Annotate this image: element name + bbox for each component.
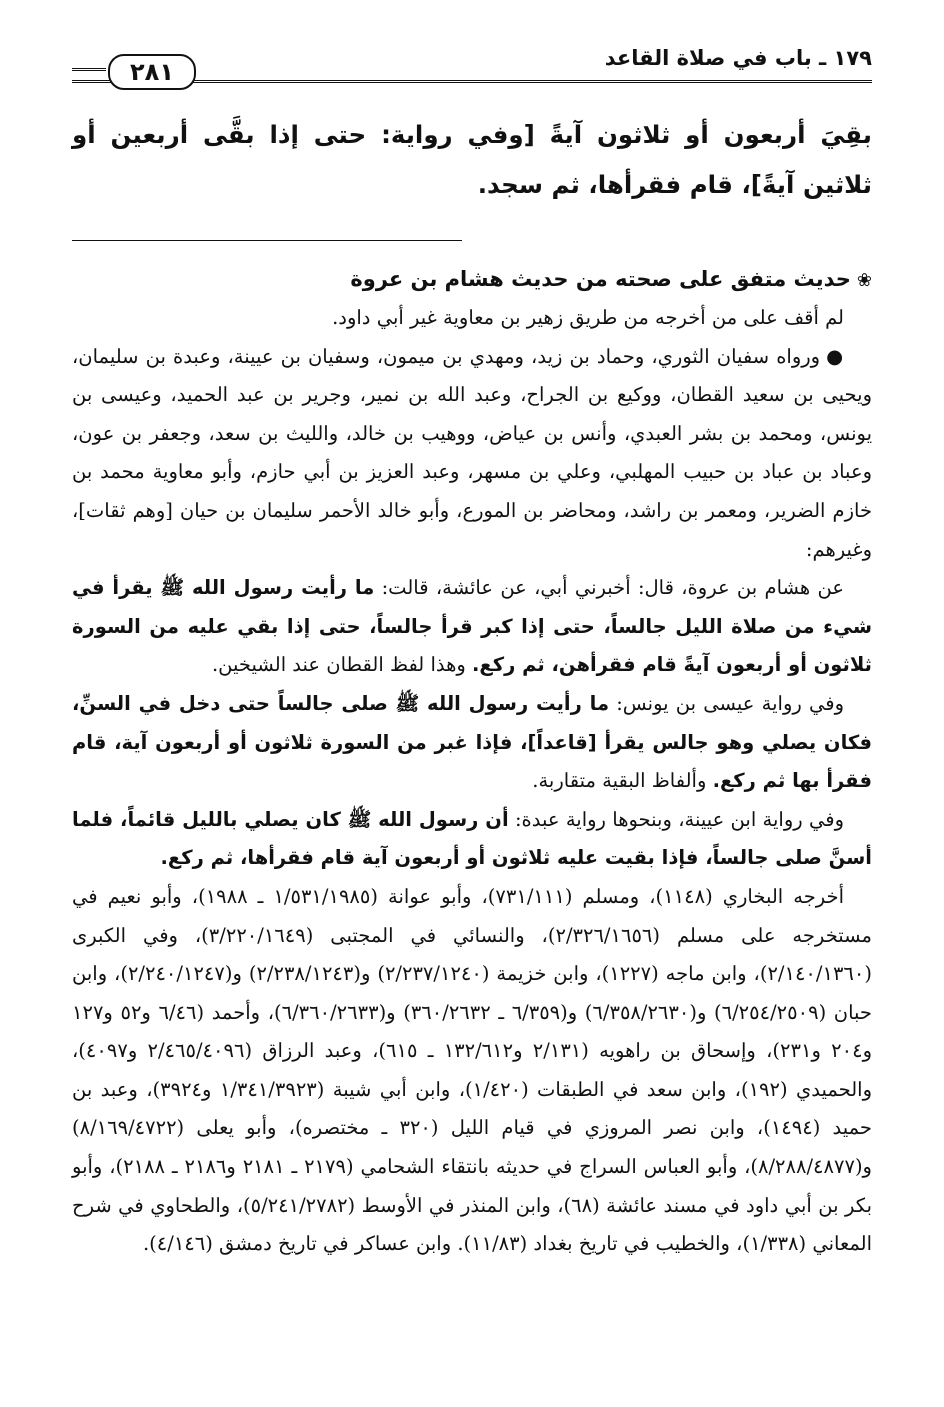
- page: [72, 40, 872, 1387]
- page-header: [72, 40, 872, 98]
- ornament-icon: ❀: [856, 270, 872, 291]
- commentary-heading-text: حديث متفق على صحته من حديث هشام بن عروة: [350, 267, 851, 291]
- hadith-quote: ما رأيت رسول الله ﷺ يقرأ في شيء من صلاة الليل جالساً، حتى إذا كبر قرأ جالساً، حتى إذا بقي عليه من السورة ثلاثون أو أربعون آيةً قام فقرأهن، ثم ركع.: [72, 576, 872, 677]
- takhrij-paragraph: أخرجه البخاري (١١٤٨)، ومسلم (٧٣١/١١١)، وأبو عوانة (١/٥٣١/١٩٨٥ ـ ١٩٨٨)، وأبو نعيم في مستخرجه على مسلم (٢/٣٢٦/١٦٥٦)، والنسائي في المجتبى (٣/٢٢٠/١٦٤٩)، وفي الكبرى (٢/١٤٠/١٣٦٠)، وابن ماجه (١٢٢٧)، وابن خزيمة (٢/٢٣٧/١٢٤٠) و(٢/٢٣٨/١٢٤٣) و(٢/٢٤٠/١٢٤٧)، وابن حبان (٦/٢٥٤/٢٥٠٩) و(٦/٣٥٨/٢٦٣٠) و(٦/٣٥٩ ـ ٣٦٠/٢٦٣٢) و(٦/٣٦٠/٢٦٣٣)، وأحمد (٦/٤٦ و٥٢ و١٢٧ و٢٠٤ و٢٣١)، وإسحاق بن راهويه (٢/١٣١ و١٣٢/٦١٢ ـ ٦١٥)، وعبد الرزاق (٢/٤٦٥/٤٠٩٦ و٤٠٩٧)، والحميدي (١٩٢)، وابن سعد في الطبقات (١/٤٢٠)، وابن أبي شيبة (١/٣٤١/٣٩٢٣ و٣٩٢٤)، وعبد بن حميد (١٤٩٤)، وابن نصر المروزي في قيام الليل (٣٢٠ ـ مختصره)، وأبو يعلى (٨/١٦٩/٤٧٢٢) و(٨/٢٨٨/٤٨٧٧)، وأبو العباس السراج في حديثه بانتقاء الشحامي (٢١٧٩ ـ ٢١٨١ و٢١٨٦ ـ ٢١٨٨)، وأبو بكر بن أبي داود في مسند عائشة (٦٨)، وابن المنذر في الأوسط (٥/٢٤١/٢٧٨٢)، والطحاوي في شرح المعاني (١/٣٣٨)، والخطيب في تاريخ بغداد (١١/٨٣). وابن عساكر في تاريخ دمشق (٤/١٤٦).: [72, 884, 873, 1256]
- hadith-quote: ما رأيت رسول الله ﷺ صلى جالساً حتى دخل في السنِّ، فكان يصلي وهو جالس يقرأ [قاعداً]، فإذا غبر من السورة ثلاثون أو أربعون آية، قام فقرأ بها ثم ركع.: [72, 691, 872, 793]
- commentary-heading: [72, 261, 872, 299]
- isnad-text: وفي رواية ابن عيينة، وبنحوها رواية عبدة:: [508, 807, 844, 831]
- bullet-icon: ●: [826, 344, 845, 368]
- commentary: [72, 261, 872, 1264]
- footnote-divider: [72, 240, 462, 241]
- commentary-paragraph-3: [72, 569, 872, 685]
- commentary-paragraph-1: لم أقف على من أخرجه من طريق زهير بن معاوية غير أبي داود.: [332, 306, 844, 329]
- chapter-title: ١٧٩ ـ باب في صلاة القاعد: [597, 46, 872, 70]
- hadith-quote: أن رسول الله ﷺ كان يصلي بالليل قائماً، فلما أسنَّ صلى جالساً، فإذا بقيت عليه ثلاثون أو أربعون آية قام فقرأها، ثم ركع.: [72, 807, 872, 870]
- commentary-paragraph-5: [72, 801, 872, 878]
- note-text: وهذا لفظ القطان عند الشيخين.: [211, 653, 473, 677]
- isnad-text: عن هشام بن عروة، قال: أخبرني أبي، عن عائشة، قالت:: [374, 576, 844, 600]
- commentary-paragraph-2: [72, 338, 872, 570]
- hadith-text: بقِيَ أربعون أو ثلاثون آيةً [وفي رواية: حتى إذا بقَّى أربعين أو ثلاثين آيةً]، قام فقرأها، ثم سجد.: [72, 120, 872, 199]
- narrators-list: ورواه سفيان الثوري، وحماد بن زيد، ومهدي بن ميمون، وسفيان بن عيينة، وعبدة بن سليمان، ويحيى بن سعيد القطان، ووكيع بن الجراح، وعبد الله بن نمير، وجرير بن عبد الحميد، وعيسى بن يونس، ومحمد بن بشر العبدي، وأنس بن عياض، ووهيب بن خالد، والليث بن سعد، وجعفر بن عون، وعباد بن عباد بن حبيب المهلبي، وعلي بن مسهر، وعبد العزيز بن أبي حازم، وأبو معاوية محمد بن خازم الضرير، ومعمر بن راشد، ومحاضر بن المورع، وأبو خالد الأحمر سليمان بن حيان [وهم ثقات]، وغيرهم:: [72, 344, 872, 561]
- badge-rule: [72, 68, 106, 71]
- note-text: وألفاظ البقية متقاربة.: [532, 769, 713, 793]
- commentary-paragraph-4: [72, 685, 872, 801]
- page-number: ٢٨١: [108, 54, 196, 90]
- page-number-badge: [72, 54, 222, 88]
- isnad-text: وفي رواية عيسى بن يونس:: [609, 691, 844, 715]
